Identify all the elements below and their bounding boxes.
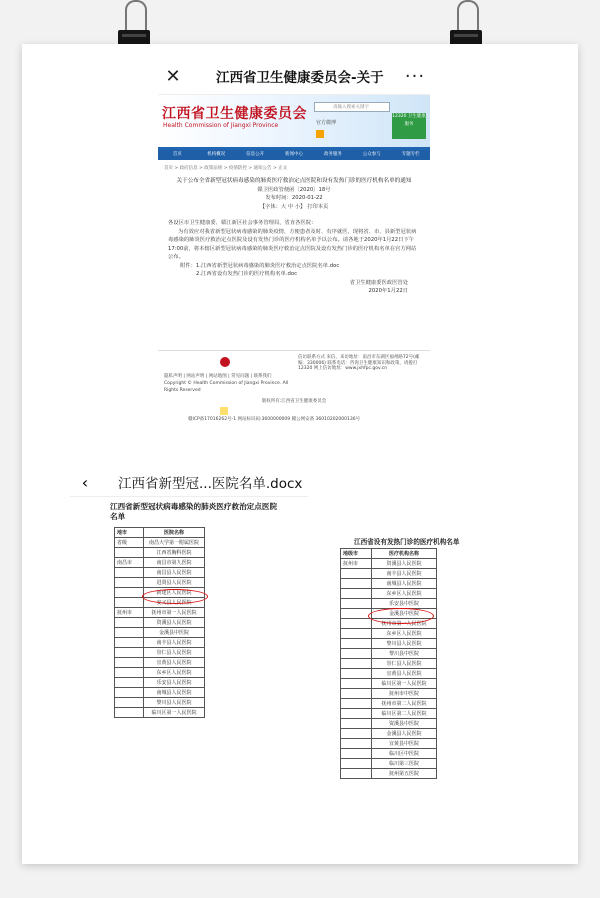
table-cell xyxy=(115,628,144,638)
table-cell xyxy=(341,769,372,779)
table-row xyxy=(341,659,437,669)
site-name[interactable]: 江西省卫生健康委员会 xyxy=(162,106,307,122)
table-cell: 临川区中医院 xyxy=(372,749,437,759)
table-cell xyxy=(115,708,144,718)
table-cell: 新建区人民医院 xyxy=(144,588,205,598)
nav-item[interactable]: 专题专栏 xyxy=(401,152,420,157)
viewer-title: 江西省新型冠...医院名单.docx xyxy=(118,476,303,492)
table-cell xyxy=(341,699,372,709)
table-cell: 宜黄县人民医院 xyxy=(372,669,437,679)
nav-item[interactable]: 信息公开 xyxy=(246,152,265,157)
table-cell xyxy=(341,579,372,589)
window-title: 江西省卫生健康委员会-关于 xyxy=(216,70,384,86)
table-cell xyxy=(341,739,372,749)
table-row xyxy=(115,578,205,588)
signature: 省卫生健康委医政医管处 xyxy=(349,279,408,286)
footer-links[interactable]: 隐私声明 | 网站声明 | 网站地图 | 常见问题 | 联系我们 Copyright © Health Commission of Jiangxi Province. All Rights Reserved xyxy=(164,374,289,393)
table-cell xyxy=(115,588,144,598)
table-cell: 资溪县中医院 xyxy=(372,719,437,729)
table-cell: 南城县人民医院 xyxy=(144,688,205,698)
table-cell: 东乡区人民医院 xyxy=(144,668,205,678)
doc-number: 赣卫医政管便函〔2020〕18号 xyxy=(257,186,331,193)
site-footer xyxy=(158,350,430,431)
icp-info: 赣ICP备17016262号-1 网站标识码:3600000009 赣公网安备 36010202000136号 xyxy=(188,417,361,422)
column-header: 地市 xyxy=(115,528,144,538)
table-cell: 南昌大学第一附属医院 xyxy=(144,538,205,548)
gov-badge-icon xyxy=(220,407,228,415)
table-cell xyxy=(341,729,372,739)
nav-item[interactable]: 首页 xyxy=(172,152,182,157)
table-row xyxy=(115,688,205,698)
article-screenshot xyxy=(158,58,430,430)
table-row xyxy=(115,658,205,668)
table-row xyxy=(115,558,205,568)
close-icon[interactable]: ✕ xyxy=(165,65,181,87)
table-cell: 乐安县中医院 xyxy=(372,599,437,609)
table-cell xyxy=(341,719,372,729)
table-row xyxy=(115,698,205,708)
table-row xyxy=(341,669,437,679)
table-row xyxy=(341,589,437,599)
fever-clinic-table-title: 江西省设有发热门诊的医疗机构名单 xyxy=(354,538,460,546)
attachment-link-1[interactable]: 附件：1.江西省新型冠状病毒感染的肺炎医疗救治定点医院名单.doc xyxy=(180,262,340,269)
column-header: 医院名称 xyxy=(144,528,205,538)
table-cell: 金溪县中医院 xyxy=(372,609,437,619)
table-cell: 抚州市中医院 xyxy=(372,689,437,699)
table-cell: 南城县人民医院 xyxy=(372,579,437,589)
table-cell: 江西省胸科医院 xyxy=(144,548,205,558)
table-cell xyxy=(341,709,372,719)
contact-info: 信访联系方式 来信、来访地址：南昌市东湖区福州路72号(邮编：330006) 联系电话：咨询卫生健康知识和政策，请拨打12320 网上信访地址：www.jxhfpc.gov.cn xyxy=(298,355,420,372)
table-row xyxy=(341,559,437,569)
table-cell xyxy=(341,619,372,629)
table-cell: 崇仁县人民医院 xyxy=(372,659,437,669)
nav-item[interactable]: 政务服务 xyxy=(323,152,342,157)
table-row xyxy=(341,739,437,749)
site-banner xyxy=(158,95,430,150)
table-cell xyxy=(341,659,372,669)
table-cell: 资溪县人民医院 xyxy=(144,618,205,628)
table-cell: 省级 xyxy=(115,538,144,548)
weibo-icon xyxy=(316,130,324,138)
table-row xyxy=(341,689,437,699)
fever-clinic-table xyxy=(340,548,437,779)
designated-hospital-table xyxy=(114,527,205,718)
table-cell xyxy=(341,629,372,639)
table-cell: 南昌县人民医院 xyxy=(144,568,205,578)
table-cell: 金溪县中医院 xyxy=(144,628,205,638)
table-row xyxy=(341,649,437,659)
table-row xyxy=(341,599,437,609)
table-cell: 抚州市 xyxy=(341,559,372,569)
more-icon[interactable]: ··· xyxy=(404,65,426,87)
table-row xyxy=(115,548,205,558)
table-cell xyxy=(115,658,144,668)
font-controls[interactable]: 【字体：大 中 小】 打印本页 xyxy=(259,203,329,210)
table-cell: 南丰县人民医院 xyxy=(372,569,437,579)
table-cell: 东乡区人民医院 xyxy=(372,629,437,639)
table-cell: 资溪县人民医院 xyxy=(372,559,437,569)
table-cell: 南昌市第九医院 xyxy=(144,558,205,568)
designated-hospital-table-title: 江西省新型冠状病毒感染的肺炎医疗救治定点医院名单 xyxy=(110,502,278,521)
table-row xyxy=(115,648,205,658)
table-row xyxy=(341,699,437,709)
table-cell: 南丰县人民医院 xyxy=(144,638,205,648)
notice-title: 关于公布全省新型冠状病毒感染的肺炎医疗救治定点医院和设有发热门诊的医疗机构名单的通知 xyxy=(176,178,412,184)
table-row xyxy=(115,638,205,648)
table-cell: 崇仁县人民医院 xyxy=(144,648,205,658)
table-cell: 金溪县人民医院 xyxy=(372,729,437,739)
main-nav xyxy=(158,150,430,160)
table-cell: 临川第三医院 xyxy=(372,759,437,769)
table-row xyxy=(341,629,437,639)
nav-item[interactable]: 公众参与 xyxy=(362,152,381,157)
table-cell xyxy=(341,749,372,759)
notice-body xyxy=(158,177,430,296)
table-cell xyxy=(115,548,144,558)
viewer-titlebar xyxy=(70,468,308,497)
table-cell: 黎川县人民医院 xyxy=(372,639,437,649)
table-row xyxy=(341,679,437,689)
table-cell xyxy=(115,668,144,678)
attachment-link-2[interactable]: 2.江西省设有发热门诊的医疗机构名单.doc xyxy=(196,271,298,277)
table-cell: 抚州市第二人民医院 xyxy=(372,699,437,709)
search-input[interactable]: 请输入搜索关键字 xyxy=(314,102,390,112)
column-header: 地级市 xyxy=(341,549,372,559)
table-row xyxy=(115,568,205,578)
table-cell xyxy=(341,589,372,599)
table-cell xyxy=(341,759,372,769)
table-row xyxy=(341,709,437,719)
table-cell: 宜黄县中医院 xyxy=(372,739,437,749)
table-cell: 黎川县人民医院 xyxy=(144,698,205,708)
table-row xyxy=(115,678,205,688)
table-row xyxy=(341,729,437,739)
table-row xyxy=(341,639,437,649)
table-row xyxy=(341,569,437,579)
table-cell xyxy=(115,688,144,698)
table-header-row xyxy=(115,528,205,538)
table-header-row xyxy=(341,549,437,559)
table-row xyxy=(341,769,437,779)
publish-date: 发布时间：2020-01-22 xyxy=(265,195,323,201)
back-icon[interactable]: ‹ xyxy=(81,472,89,492)
weibo-link[interactable]: 官方微博 xyxy=(316,120,337,126)
body-paragraph: 为有效应对我省新型冠状病毒感染的肺炎疫情，方便患者及时、有序就医，现将省、市、县新型冠状病毒感染的肺炎医疗救治定点医院及设有发热门诊的医疗机构名单予以公布。请各地于2020年1月22日下午17:00前，将本辖区新型冠状病毒感染的肺炎医疗救治定点医院及设有发热门诊的医疗机构名单在官方网站公布。 xyxy=(168,228,417,260)
table-row xyxy=(115,538,205,548)
table-cell xyxy=(341,669,372,679)
table-row xyxy=(115,628,205,638)
breadcrumb: 首页 > 政府信息 > 政策法规 > 疫情防控 > 通知公告 > 正文 xyxy=(164,166,288,171)
table-row xyxy=(341,719,437,729)
table-cell: 东乡区人民医院 xyxy=(372,589,437,599)
table-cell xyxy=(341,679,372,689)
table-cell: 抚州市 xyxy=(115,608,144,618)
highlight-oval-designated xyxy=(142,589,208,604)
host-info: 版权所有:江西省卫生健康委员会 xyxy=(261,399,327,404)
table-cell: 临川区第一人民医院 xyxy=(372,679,437,689)
table-cell: 抚州第五医院 xyxy=(372,769,437,779)
sign-date: 2020年1月22日 xyxy=(368,288,408,294)
table-cell: 南昌市 xyxy=(115,558,144,568)
table-cell: 抚州市第一人民医院 xyxy=(372,619,437,629)
table-row xyxy=(341,579,437,589)
table-cell xyxy=(115,698,144,708)
table-cell xyxy=(341,639,372,649)
table-cell xyxy=(341,649,372,659)
table-cell xyxy=(115,678,144,688)
table-cell: 乐安县人民医院 xyxy=(144,678,205,688)
table-cell: 临川区第一人民医院 xyxy=(144,708,205,718)
nav-item[interactable]: 新闻中心 xyxy=(285,152,303,157)
table-cell: 进贤县人民医院 xyxy=(144,578,205,588)
table-row xyxy=(115,668,205,678)
table-cell xyxy=(115,618,144,628)
nav-item[interactable]: 机构概况 xyxy=(207,152,226,157)
salutation: 各设区市卫生健康委、赣江新区社会事务管理局，省直各医院： xyxy=(168,220,317,226)
browser-titlebar xyxy=(158,58,430,95)
table-row xyxy=(341,759,437,769)
table-cell xyxy=(115,568,144,578)
table-cell xyxy=(115,648,144,658)
table-cell xyxy=(115,578,144,588)
table-cell xyxy=(341,599,372,609)
table-cell xyxy=(341,569,372,579)
table-cell: 抚州市第一人民医院 xyxy=(144,608,205,618)
highlight-oval-fever xyxy=(368,608,434,624)
app-badge[interactable]: 12320 卫生健康服务 xyxy=(392,113,426,139)
table-cell xyxy=(115,598,144,608)
table-row xyxy=(341,749,437,759)
table-row xyxy=(115,708,205,718)
site-name-en: Health Commission of Jiangxi Province xyxy=(163,122,279,129)
table-cell xyxy=(341,689,372,699)
table-cell xyxy=(115,638,144,648)
table-row xyxy=(115,618,205,628)
table-cell xyxy=(341,609,372,619)
table-row xyxy=(115,608,205,618)
table-cell: 临川区第二人民医院 xyxy=(372,709,437,719)
table-cell: 安义县人民医院 xyxy=(144,598,205,608)
column-header: 医疗机构名称 xyxy=(372,549,437,559)
table-cell: 黎川县中医院 xyxy=(372,649,437,659)
emblem-icon xyxy=(220,357,230,367)
table-cell: 宜黄县人民医院 xyxy=(144,658,205,668)
copyright: Copyright © Health Commission of Jiangxi Province. All Rights Reserved xyxy=(164,381,289,393)
